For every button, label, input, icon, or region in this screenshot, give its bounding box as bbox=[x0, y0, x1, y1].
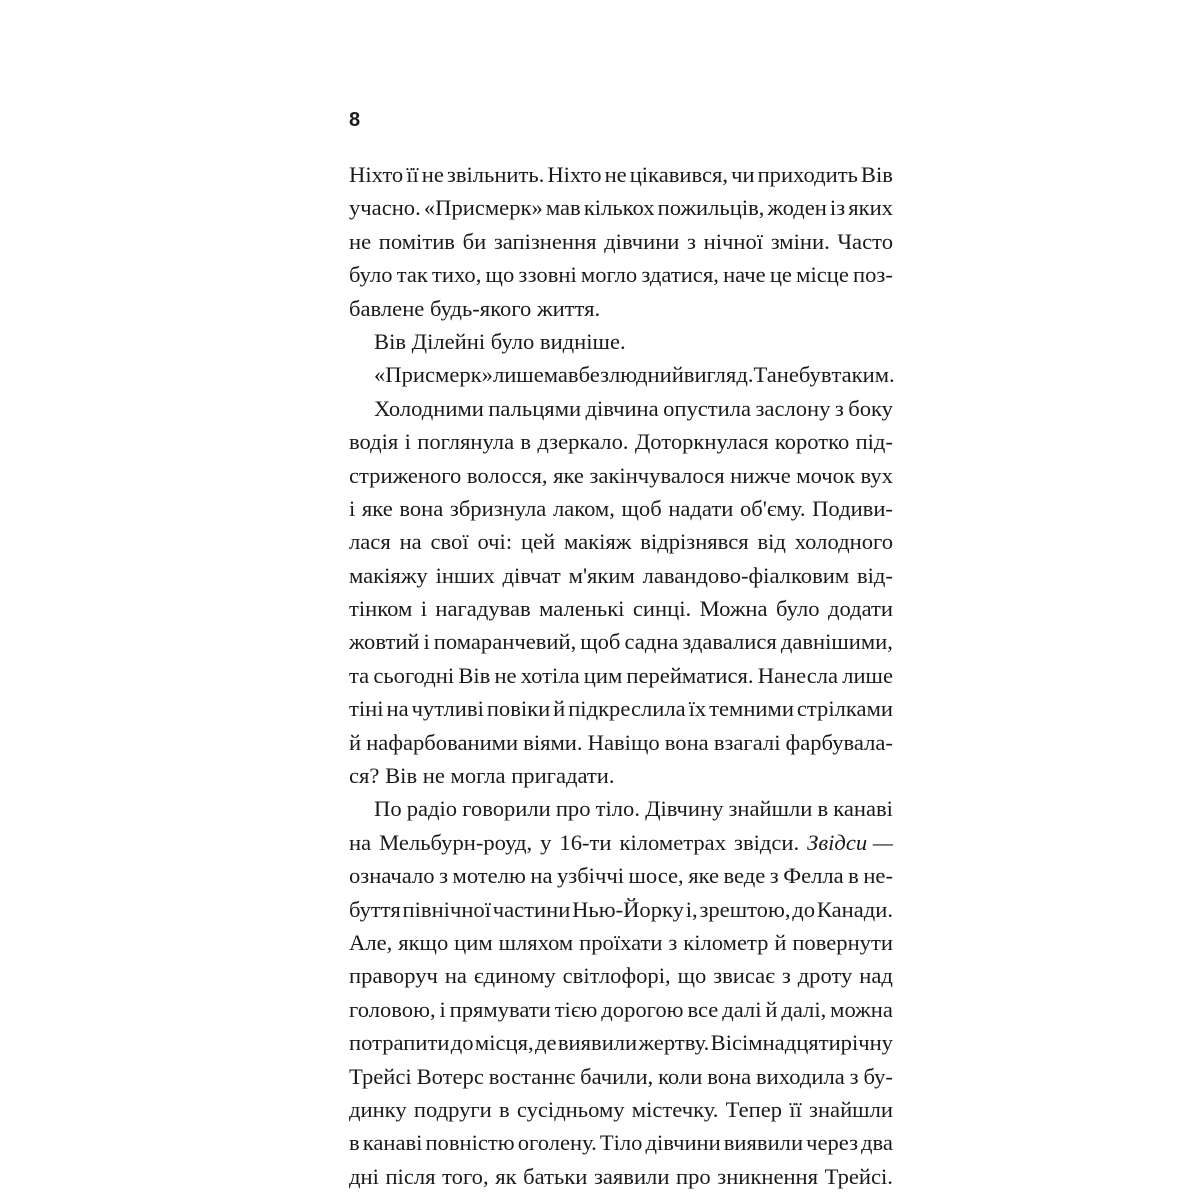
word: Вів bbox=[458, 662, 491, 688]
word: того, bbox=[442, 1163, 489, 1189]
word: жоден bbox=[767, 195, 827, 221]
word: так bbox=[396, 262, 428, 288]
text-line bbox=[349, 792, 893, 825]
word: з bbox=[769, 863, 779, 889]
word: підкреслила bbox=[568, 696, 686, 722]
word: звисає bbox=[713, 963, 775, 989]
word: свої bbox=[430, 529, 469, 555]
word: в bbox=[349, 1130, 360, 1156]
word: Нью-Йорку bbox=[572, 896, 684, 922]
word: й bbox=[774, 929, 787, 955]
word: віями. bbox=[523, 729, 583, 755]
word: був bbox=[798, 362, 832, 388]
word: запізнення bbox=[493, 228, 597, 254]
word: Тіло bbox=[599, 1130, 643, 1156]
word: кілометр bbox=[683, 929, 769, 955]
word: вигляд. bbox=[683, 362, 754, 388]
word: макіяж bbox=[563, 529, 632, 555]
word: зникнення bbox=[717, 1163, 819, 1189]
word: перейматися. bbox=[626, 662, 754, 688]
word: вух bbox=[860, 462, 893, 488]
word: Навіщо bbox=[587, 729, 660, 755]
word: наче bbox=[723, 262, 766, 288]
word: звільнить. bbox=[446, 162, 545, 187]
word: мав bbox=[545, 195, 581, 221]
word: з bbox=[668, 929, 678, 955]
word: канаві bbox=[362, 1130, 423, 1156]
text-line bbox=[349, 425, 893, 458]
word: динку bbox=[349, 1096, 407, 1122]
text-line bbox=[349, 692, 893, 725]
word: цей bbox=[520, 529, 556, 555]
word: Ніхто bbox=[349, 162, 404, 187]
word: таким. bbox=[831, 362, 895, 388]
word: тією bbox=[554, 996, 598, 1022]
word: радіо bbox=[406, 796, 458, 822]
word: про bbox=[555, 796, 591, 822]
word: на bbox=[386, 696, 409, 722]
word: об'єму. bbox=[739, 495, 806, 521]
word: праворуч bbox=[349, 963, 438, 989]
word: було bbox=[349, 262, 393, 288]
word: говорили bbox=[462, 796, 551, 822]
word: бу- bbox=[863, 1063, 893, 1089]
word: маленькі bbox=[539, 596, 625, 622]
word: нічної bbox=[703, 228, 764, 254]
word: повністю bbox=[425, 1130, 515, 1156]
word: знайшли bbox=[809, 1096, 893, 1122]
text-line bbox=[349, 592, 893, 625]
text-line bbox=[349, 1093, 893, 1126]
word: лаком, bbox=[552, 495, 615, 521]
word: після bbox=[385, 1163, 436, 1189]
word: місця, bbox=[474, 1030, 534, 1056]
word: з bbox=[439, 863, 449, 889]
word: Тепер bbox=[725, 1096, 783, 1122]
italic-emphasis: Звідси — bbox=[807, 829, 893, 855]
word: яке bbox=[688, 863, 720, 889]
text-line bbox=[349, 358, 893, 391]
word: зміни. bbox=[770, 228, 830, 254]
word: Вів bbox=[860, 162, 893, 187]
word: помітив bbox=[378, 228, 455, 254]
word: і, bbox=[685, 896, 698, 922]
word: безлюдний bbox=[578, 362, 684, 388]
word: в bbox=[520, 429, 532, 455]
word: пожильців, bbox=[657, 195, 765, 221]
word: нагадував bbox=[435, 596, 531, 622]
word: садна bbox=[624, 629, 679, 655]
text-line bbox=[349, 525, 893, 558]
word: над bbox=[859, 963, 893, 989]
word: дорогою bbox=[601, 996, 684, 1022]
word: сусідньому bbox=[516, 1096, 625, 1122]
text-line bbox=[349, 225, 893, 258]
word: її bbox=[406, 162, 419, 187]
text-line: ся? Вів не могла пригадати. bbox=[349, 763, 615, 789]
word: дівчини bbox=[604, 228, 680, 254]
word: цим bbox=[583, 662, 623, 688]
word: фарбувала- bbox=[785, 729, 893, 755]
word: було bbox=[776, 596, 820, 622]
word: мав bbox=[543, 362, 579, 388]
word: Канади. bbox=[816, 896, 893, 922]
word: хотіла bbox=[520, 662, 580, 688]
word: макіяжу bbox=[349, 562, 428, 588]
word: головою, bbox=[349, 996, 436, 1022]
word: коли bbox=[658, 1063, 703, 1089]
word: Але, bbox=[349, 929, 393, 955]
word: можна bbox=[830, 996, 893, 1022]
word: бачили, bbox=[580, 1063, 654, 1089]
word: з bbox=[834, 395, 844, 421]
word: буття bbox=[349, 896, 401, 922]
word: вона bbox=[399, 495, 444, 521]
text-line bbox=[349, 826, 893, 859]
word: боку bbox=[848, 395, 893, 421]
word: на bbox=[530, 863, 553, 889]
word: нижче bbox=[730, 462, 791, 488]
word: під- bbox=[855, 429, 893, 455]
word: зрештою, bbox=[699, 896, 791, 922]
text-line bbox=[349, 191, 893, 224]
word: жертву. bbox=[638, 1030, 710, 1056]
word: повернути bbox=[792, 929, 893, 955]
word: до bbox=[792, 896, 816, 922]
word: 16-ти bbox=[559, 829, 612, 855]
text-line: бавлене будь-якого життя. bbox=[349, 295, 601, 321]
word: щоб bbox=[621, 495, 662, 521]
word: з bbox=[781, 963, 791, 989]
text-line bbox=[349, 993, 893, 1026]
word: темними bbox=[709, 696, 794, 722]
word: волосся, bbox=[466, 462, 548, 488]
word: закінчувалося bbox=[589, 462, 725, 488]
word: у bbox=[540, 829, 552, 855]
word: тінком bbox=[349, 596, 413, 622]
word: означало bbox=[349, 863, 435, 889]
word: помаранчевий, bbox=[433, 629, 577, 655]
text-line bbox=[349, 392, 893, 425]
word: виходила bbox=[756, 1063, 845, 1089]
word: дівчини bbox=[645, 1130, 721, 1156]
word: Нанесла bbox=[757, 662, 839, 688]
text-line bbox=[349, 726, 893, 759]
word: дні bbox=[349, 1163, 379, 1189]
word: і bbox=[349, 495, 356, 521]
word: дівчат bbox=[502, 562, 561, 588]
word: не bbox=[604, 162, 627, 187]
word: і bbox=[439, 996, 446, 1022]
word: містечку. bbox=[631, 1096, 719, 1122]
text-line bbox=[349, 1026, 893, 1059]
word: дроту bbox=[797, 963, 853, 989]
word: цим bbox=[454, 929, 493, 955]
word: лавандово-фіалковим bbox=[642, 562, 850, 588]
word: та bbox=[349, 662, 370, 688]
word: кількох bbox=[583, 195, 655, 221]
word: лише bbox=[842, 662, 893, 688]
text-line bbox=[349, 1160, 893, 1193]
word: інших bbox=[435, 562, 495, 588]
word: північної bbox=[402, 896, 491, 922]
word: поз- bbox=[853, 262, 893, 288]
word: Часто bbox=[837, 228, 893, 254]
word: знайшли bbox=[728, 796, 813, 822]
word: й bbox=[553, 696, 566, 722]
word: на bbox=[349, 829, 372, 855]
word: мочок bbox=[796, 462, 855, 488]
word: шляхом bbox=[498, 929, 574, 955]
word: з bbox=[849, 1063, 859, 1089]
word: тіло. bbox=[595, 796, 640, 822]
word: додати bbox=[827, 596, 893, 622]
word: Ніхто bbox=[547, 162, 602, 187]
text-line bbox=[349, 893, 893, 926]
word: й bbox=[349, 729, 362, 755]
word: Вотерс bbox=[416, 1063, 484, 1089]
word: Фелла bbox=[783, 863, 844, 889]
word: синці. bbox=[632, 596, 692, 622]
word: прямувати bbox=[449, 996, 551, 1022]
word: місце bbox=[796, 262, 849, 288]
word: далі bbox=[722, 996, 762, 1022]
word: би bbox=[462, 228, 487, 254]
word: батьки bbox=[523, 1163, 588, 1189]
word: це bbox=[769, 262, 792, 288]
word: м'яким bbox=[568, 562, 635, 588]
word: і bbox=[404, 429, 411, 455]
word: не bbox=[349, 228, 372, 254]
word: веде bbox=[723, 863, 766, 889]
word: холодного bbox=[794, 529, 893, 555]
word: взагалі bbox=[713, 729, 781, 755]
word: «Присмерк» bbox=[374, 362, 493, 388]
word: чи bbox=[731, 162, 755, 187]
word: до bbox=[450, 1030, 474, 1056]
word: шосе, bbox=[628, 863, 684, 889]
text-line bbox=[349, 492, 893, 525]
word: не bbox=[494, 662, 517, 688]
word: на bbox=[444, 963, 467, 989]
word: її bbox=[789, 1096, 802, 1122]
word: якщо bbox=[398, 929, 449, 955]
word: чутливі bbox=[411, 696, 484, 722]
word: тихо, bbox=[432, 262, 482, 288]
word: дзеркало. bbox=[537, 429, 629, 455]
word: від- bbox=[856, 562, 893, 588]
text-line bbox=[349, 158, 893, 191]
word: частини bbox=[492, 896, 571, 922]
word: надати bbox=[668, 495, 734, 521]
word: оголену. bbox=[517, 1130, 597, 1156]
word: давнішими, bbox=[780, 629, 893, 655]
word: через bbox=[806, 1130, 858, 1156]
word: не bbox=[776, 362, 799, 388]
word: стриженого bbox=[349, 462, 462, 488]
word: звідси. bbox=[734, 829, 800, 855]
word: учасно. bbox=[349, 195, 421, 221]
word: Дівчину bbox=[645, 796, 724, 822]
word: По bbox=[374, 796, 402, 822]
text-line bbox=[349, 625, 893, 658]
word: про bbox=[676, 1163, 711, 1189]
word: Подиви- bbox=[812, 495, 893, 521]
word: що bbox=[677, 963, 707, 989]
word: як bbox=[495, 1163, 517, 1189]
word: пальцями bbox=[488, 395, 582, 421]
word: очі: bbox=[477, 529, 513, 555]
word: виявили bbox=[557, 1030, 638, 1056]
body-text bbox=[349, 158, 893, 1193]
text-line bbox=[349, 1126, 893, 1159]
word: повіки bbox=[486, 696, 551, 722]
word: тіні bbox=[349, 696, 384, 722]
word: світлофорі, bbox=[562, 963, 671, 989]
word: проїхати bbox=[579, 929, 663, 955]
word: здатися, bbox=[641, 262, 719, 288]
word: жовтий bbox=[349, 629, 420, 655]
word: яких bbox=[848, 195, 893, 221]
word: подруги bbox=[413, 1096, 492, 1122]
word: кілометрах bbox=[619, 829, 727, 855]
word: дівчина bbox=[585, 395, 659, 421]
word: опустила bbox=[663, 395, 752, 421]
word: потрапити bbox=[349, 1030, 450, 1056]
word: від bbox=[757, 529, 786, 555]
text-line bbox=[349, 1060, 893, 1093]
word: сьогодні bbox=[373, 662, 455, 688]
word: в bbox=[498, 1096, 510, 1122]
text-line: Вів Ділейні було видніше. bbox=[374, 328, 626, 354]
word: заслону bbox=[755, 395, 831, 421]
word: із bbox=[829, 195, 846, 221]
word: що bbox=[485, 262, 515, 288]
word: збризнула bbox=[449, 495, 547, 521]
word: Трейсі bbox=[349, 1063, 412, 1089]
text-line bbox=[349, 959, 893, 992]
word: яке bbox=[553, 462, 584, 488]
word: могло bbox=[580, 262, 638, 288]
word: з bbox=[687, 228, 696, 254]
word: Доторкнулася bbox=[634, 429, 769, 455]
word: в bbox=[817, 796, 829, 822]
word: і bbox=[420, 596, 427, 622]
text-line bbox=[349, 659, 893, 692]
word: здавалися bbox=[682, 629, 777, 655]
word: і bbox=[423, 629, 430, 655]
word: Та bbox=[753, 362, 777, 388]
word: виявили bbox=[723, 1130, 804, 1156]
word: цікавився, bbox=[629, 162, 729, 187]
word: де bbox=[535, 1030, 557, 1056]
word: ззовні bbox=[518, 262, 577, 288]
word: Трейсі. bbox=[824, 1163, 893, 1189]
text-line bbox=[349, 459, 893, 492]
word: все bbox=[687, 996, 719, 1022]
word: приходить bbox=[757, 162, 858, 187]
word: стрілками bbox=[796, 696, 893, 722]
word: поглянула bbox=[417, 429, 515, 455]
word: лася bbox=[349, 529, 391, 555]
word: мотелю bbox=[452, 863, 526, 889]
word: водія bbox=[349, 429, 399, 455]
word: в bbox=[848, 863, 859, 889]
word: щоб bbox=[580, 629, 621, 655]
word: Можна bbox=[699, 596, 768, 622]
word: узбіччі bbox=[556, 863, 624, 889]
text-line bbox=[349, 859, 893, 892]
word: їх bbox=[688, 696, 707, 722]
word: не- bbox=[863, 863, 893, 889]
word: вона bbox=[707, 1063, 752, 1089]
page-number: 8 bbox=[349, 109, 361, 131]
word: й bbox=[765, 996, 778, 1022]
word: нафарбованими bbox=[366, 729, 519, 755]
word: Холодними bbox=[374, 395, 484, 421]
word: далі, bbox=[781, 996, 827, 1022]
text-line bbox=[349, 926, 893, 959]
word: Мельбурн-роуд, bbox=[379, 829, 533, 855]
word: «Присмерк» bbox=[423, 195, 543, 221]
word: востаннє bbox=[488, 1063, 576, 1089]
word: не bbox=[421, 162, 444, 187]
word: єдиному bbox=[473, 963, 556, 989]
word: коротко bbox=[774, 429, 850, 455]
word: канаві bbox=[833, 796, 893, 822]
text-line bbox=[349, 559, 893, 592]
word: Вісімнадцятирічну bbox=[710, 1030, 893, 1056]
text-line bbox=[349, 258, 893, 291]
word: два bbox=[861, 1130, 893, 1156]
word: відрізнявся bbox=[640, 529, 749, 555]
word: лише bbox=[492, 362, 544, 388]
word: на bbox=[399, 529, 422, 555]
word: вона bbox=[664, 729, 709, 755]
word: заявили bbox=[593, 1163, 670, 1189]
word: яке bbox=[361, 495, 393, 521]
